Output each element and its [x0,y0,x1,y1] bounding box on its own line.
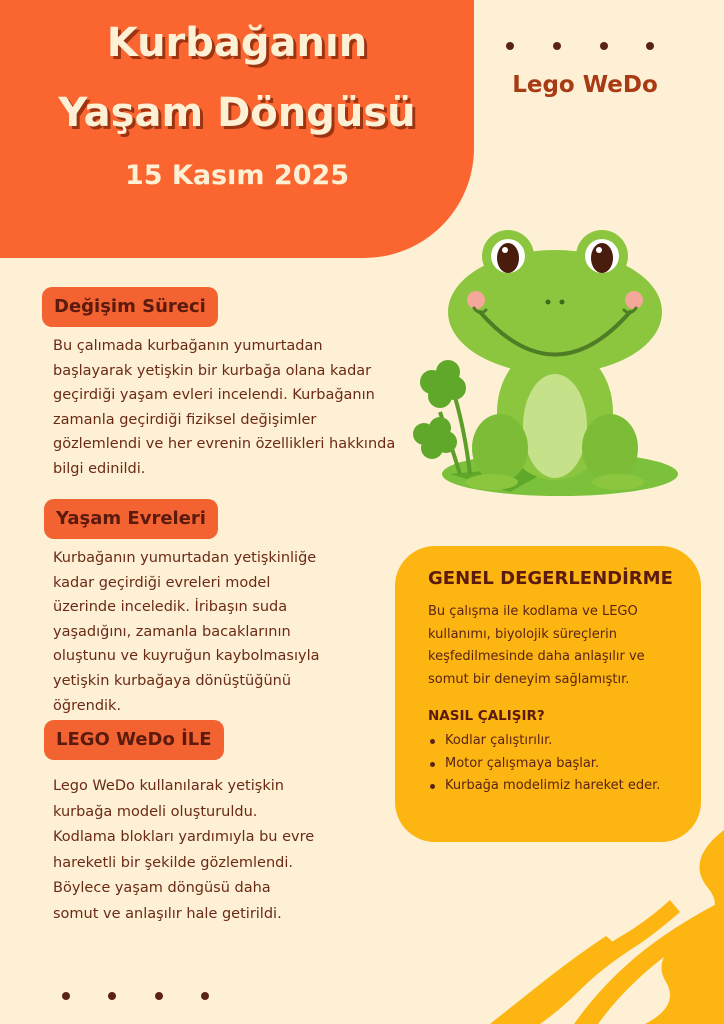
dot-decoration [108,992,116,1000]
frog-illustration [410,212,680,502]
title-line-1: Kurbağanın [106,20,368,66]
brand-label: Lego WeDo [512,72,658,98]
how-it-works-list [428,730,660,798]
dot-decoration [646,42,654,50]
section-heading-degisim-sureci: Değişim Süreci [42,287,218,327]
date-label: 15 Kasım 2025 [124,160,350,191]
text-line: hareketli bir şekilde gözlemlendi. [53,854,294,871]
text-line: Böylece yaşam döngüsü daha [53,880,271,896]
dot-decoration [155,992,163,1000]
section-text-degisim-sureci [53,334,403,482]
text-line: Kurbağanın yumurtadan yetişkinliğe [53,550,317,566]
text-line: kullanımı, biyolojik süreçlerin [428,626,617,642]
text-line: Lego WeDo kullanılarak yetişkin [53,778,284,794]
text-line: Kodlama blokları yardımıyla bu evre [53,829,315,845]
section-heading-lego-wedo: LEGO WeDo İLE [44,720,224,760]
clover-icon [413,360,470,474]
how-it-works-title: NASIL ÇALIŞIR? [428,708,545,724]
dot-decoration [600,42,608,50]
text-line: Bu çalımada kurbağanın yumurtadan [53,338,323,354]
text-line: keşfedilmesinde daha anlaşılır ve [428,649,645,664]
text-line: başlayarak yetişkin bir kurbağa olana kadar [53,362,372,379]
evaluation-box [395,546,701,842]
text-line: öğrendik. [53,697,122,714]
section-text-lego-wedo [53,774,383,927]
text-line: gözlemlendi ve her evrenin özellikleri hakkında [53,436,396,453]
list-item: Kodlar çalıştırılır. [428,730,660,753]
evaluation-title: GENEL DEGERLENDİRME [428,568,673,589]
dot-decoration [201,992,209,1000]
text-line: yetişkin kurbağaya dönüştüğünü [53,672,292,689]
section-heading-yasam-evreleri: Yaşam Evreleri [44,499,218,539]
dot-decoration [506,42,514,50]
text-line: kurbağa modeli oluşturuldu. [53,803,258,820]
list-item: Motor çalışmaya başlar. [428,753,660,776]
text-line: bilgi edinildi. [53,460,146,477]
text-line: somut bir deneyim sağlamıştır. [428,671,630,687]
dot-decoration [553,42,561,50]
section-text-yasam-evreleri [53,546,383,718]
list-item: Kurbağa modelimiz hareket eder. [428,775,660,798]
text-line: kadar geçirdiği evreleri model [53,574,271,591]
evaluation-text [428,601,678,691]
text-line: zamanla geçirdiği fiziksel değişimler [53,411,317,428]
text-line: somut ve anlaşılır hale getirildi. [53,905,282,922]
text-line: Bu çalışma ile kodlama ve LEGO [428,604,638,619]
text-line: oluştunu ve kuyruğun kaybolmasıyla [53,648,320,665]
text-line: yaşadığını, zamanla bacaklarının [53,623,291,640]
text-line: geçirdiği yaşam evleri incelendi. Kurbağanın [53,387,375,404]
title-line-2: Yaşam Döngüsü [58,90,416,136]
text-line: üzerinde inceledik. İribaşın suda [53,599,288,616]
wave-decoration [470,830,724,1024]
dot-decoration [62,992,70,1000]
